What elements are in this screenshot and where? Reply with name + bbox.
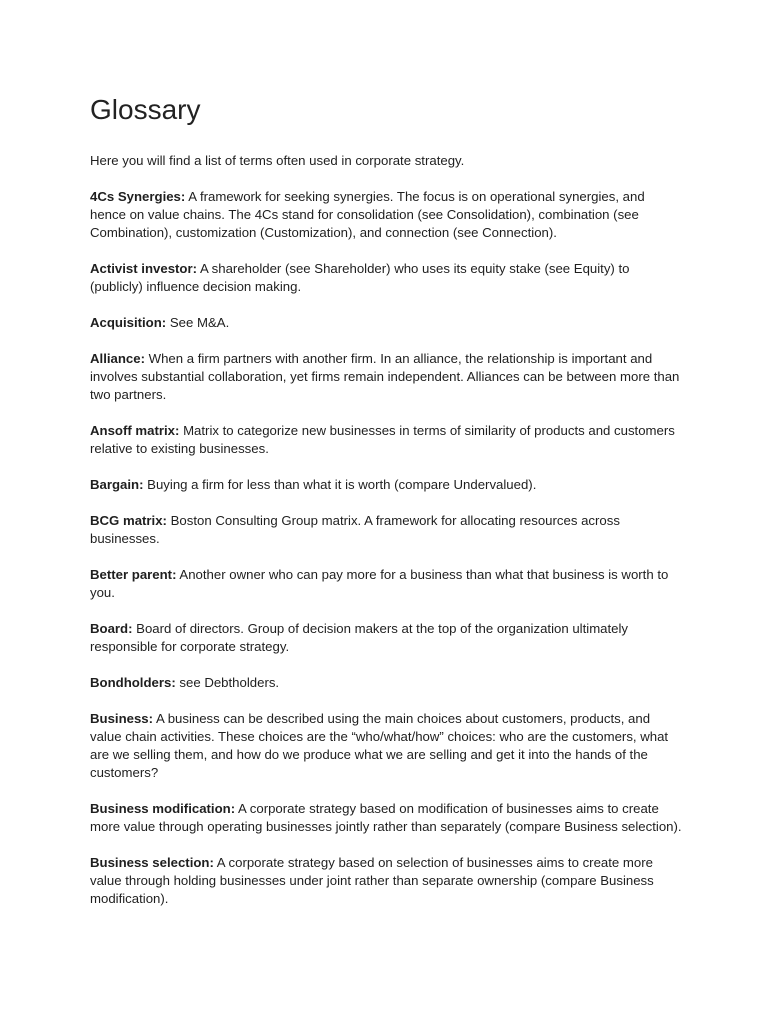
glossary-entry <box>90 854 682 908</box>
glossary-definition: A framework for seeking synergies. The focus is on operational synergies, and hence on value chains. The 4Cs stand for consolidation (see Consolidation), combination (see Combination), customization (Customization), and connection (see Connection). <box>90 189 645 240</box>
glossary-entry <box>90 566 682 602</box>
glossary-entry <box>90 260 682 296</box>
glossary-definition: When a firm partners with another firm. In an alliance, the relationship is important and involves substantial collaboration, yet firms remain independent. Alliances can be between more than two partners. <box>90 351 680 402</box>
glossary-entry <box>90 476 682 494</box>
glossary-definition: Another owner who can pay more for a business than what that business is worth to you. <box>90 567 669 600</box>
glossary-term: Bargain: <box>90 477 144 492</box>
glossary-definition: Buying a firm for less than what it is worth (compare Undervalued). <box>147 477 537 492</box>
glossary-term: Activist investor: <box>90 261 197 276</box>
glossary-definition: A shareholder (see Shareholder) who uses its equity stake (see Equity) to (publicly) influence decision making. <box>90 261 630 294</box>
glossary-entry <box>90 512 682 548</box>
glossary-definition: Boston Consulting Group matrix. A framework for allocating resources across businesses. <box>90 513 620 546</box>
glossary-definition: A corporate strategy based on selection of businesses aims to create more value through holding businesses under joint rather than separate ownership (compare Business modification). <box>90 855 654 906</box>
glossary-definition: Matrix to categorize new businesses in terms of similarity of products and customers relative to existing businesses. <box>90 423 675 456</box>
glossary-definition: Board of directors. Group of decision makers at the top of the organization ultimately responsible for corporate strategy. <box>90 621 629 654</box>
glossary-definition: see Debtholders. <box>179 675 280 690</box>
glossary-entry <box>90 620 682 656</box>
page-title: Glossary <box>90 94 201 125</box>
glossary-entry <box>90 674 682 692</box>
glossary-term: Business selection: <box>90 855 214 870</box>
glossary-term: Business: <box>90 711 154 726</box>
glossary-entry <box>90 188 682 242</box>
glossary-term: Bondholders: <box>90 675 176 690</box>
glossary-definition: A business can be described using the main choices about customers, products, and value chain activities. These choices are the “who/what/how” choices: who are the customers, what are we selling them, and how do we produce what we are selling and get it into the hands of the customers? <box>90 711 669 780</box>
glossary-term: Acquisition: <box>90 315 167 330</box>
glossary-term: Board: <box>90 621 133 636</box>
glossary-entry <box>90 314 682 332</box>
glossary-definition: A corporate strategy based on modification of businesses aims to create more value through operating businesses jointly rather than separately (compare Business selection). <box>90 801 682 834</box>
glossary-term: BCG matrix: <box>90 513 167 528</box>
glossary-term: Ansoff matrix: <box>90 423 180 438</box>
glossary-term: Alliance: <box>90 351 145 366</box>
glossary-term: Business modification: <box>90 801 236 816</box>
glossary-entry <box>90 800 682 836</box>
glossary-term: Better parent: <box>90 567 177 582</box>
document-page <box>90 90 682 926</box>
glossary-entry <box>90 710 682 782</box>
glossary-entry <box>90 422 682 458</box>
intro-paragraph: Here you will find a list of terms often used in corporate strategy. <box>90 153 465 168</box>
glossary-term: 4Cs Synergies: <box>90 189 186 204</box>
glossary-entry <box>90 350 682 404</box>
glossary-definition: See M&A. <box>169 315 230 330</box>
